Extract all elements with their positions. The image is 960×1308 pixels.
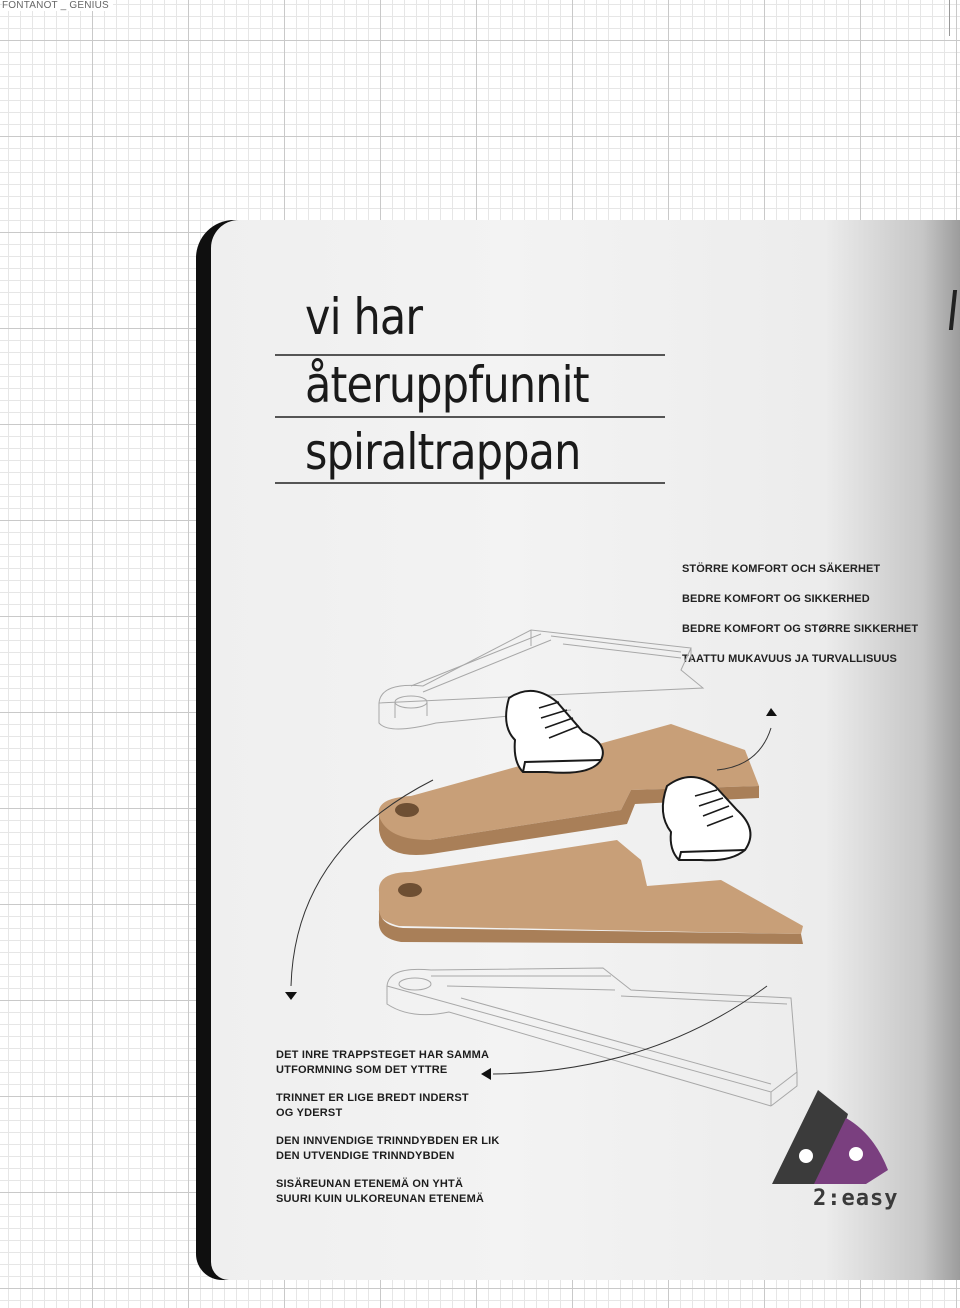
header-label: FONTANOT _ GENIUS (2, 0, 113, 11)
arrow-left-icon (481, 986, 767, 1080)
note-da (276, 1091, 500, 1120)
note-line: DEN UTVENDIGE TRINNDYBDEN (276, 1149, 455, 1162)
note-fi (276, 1177, 500, 1206)
feature-item-da: BEDRE KOMFORT OG SIKKERHED (682, 593, 870, 605)
note-line: UTFORMNING SOM DET YTTRE (276, 1063, 448, 1076)
brand-wordmark: 2:easy (813, 1186, 899, 1211)
note-no (276, 1134, 500, 1163)
notebook-page (211, 220, 960, 1280)
feature-item-sv: STÖRRE KOMFORT OCH SÄKERHET (682, 563, 881, 575)
crop-mark (949, 0, 950, 36)
shoe-icon (506, 691, 603, 773)
note-line: DEN INNVENDIGE TRINNDYBDEN ER LIK (276, 1135, 500, 1147)
feature-item-no: BEDRE KOMFORT OG STØRRE SIKKERHET (682, 623, 919, 635)
note-line: OG YDERST (276, 1106, 343, 1119)
note-line: SUURI KUIN ULKOREUNAN ETENEMÄ (276, 1192, 485, 1205)
feature-item-fi: TAATTU MUKAVUUS JA TURVALLISUUS (682, 653, 897, 665)
brand-logo-mark (766, 1084, 896, 1194)
headline-line-2: återuppfunnit (305, 356, 589, 414)
wooden-tread-lower (379, 840, 803, 944)
note-line: DET INRE TRAPPSTEGET HAR SAMMA (276, 1049, 490, 1061)
note-line: SISÄREUNAN ETENEMÄ ON YHTÄ (276, 1178, 464, 1190)
note-line: TRINNET ER LIGE BREDT INDERST (276, 1092, 469, 1104)
notes-block (276, 1048, 500, 1220)
headline-line-3: spiraltrappan (305, 423, 581, 481)
headline-line-1: vi har (305, 288, 423, 346)
note-sv (276, 1048, 500, 1077)
